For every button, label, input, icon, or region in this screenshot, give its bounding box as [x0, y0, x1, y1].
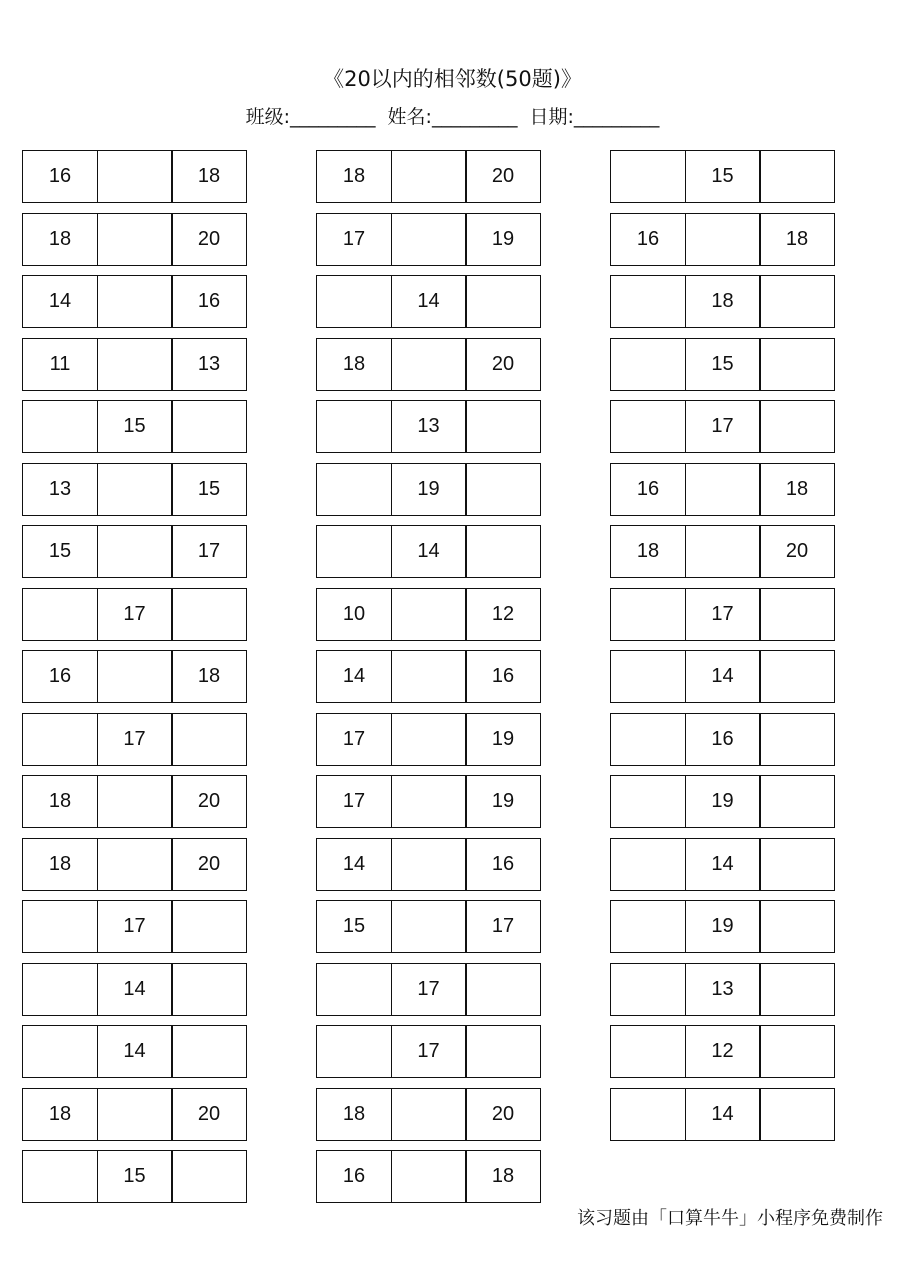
- answer-box[interactable]: [171, 713, 247, 766]
- answer-box[interactable]: [171, 400, 247, 453]
- given-number-box: 17: [391, 1025, 467, 1078]
- problem-row: [22, 463, 250, 516]
- answer-box[interactable]: [759, 900, 835, 953]
- given-number-box: 20: [171, 838, 247, 891]
- given-number-box: 18: [171, 650, 247, 703]
- given-number-box: 19: [465, 775, 541, 828]
- given-number-box: 19: [685, 900, 761, 953]
- given-number-box: 15: [171, 463, 247, 516]
- problem-row: [22, 588, 250, 641]
- problem-row: [22, 713, 250, 766]
- given-number-box: 18: [316, 338, 392, 391]
- answer-box[interactable]: [97, 838, 173, 891]
- problem-row: [316, 463, 544, 516]
- answer-box[interactable]: [759, 1025, 835, 1078]
- problem-row: [22, 1150, 250, 1203]
- given-number-box: 14: [391, 525, 467, 578]
- answer-box[interactable]: [759, 400, 835, 453]
- given-number-box: 10: [316, 588, 392, 641]
- answer-box[interactable]: [97, 338, 173, 391]
- problem-row: [610, 338, 838, 391]
- name-label: 姓名:: [387, 106, 432, 128]
- given-number-box: 15: [685, 150, 761, 203]
- name-blank[interactable]: _________: [431, 106, 518, 128]
- problem-row: [316, 275, 544, 328]
- given-number-box: 18: [22, 1088, 98, 1141]
- problem-row: [22, 650, 250, 703]
- problem-row: [610, 400, 838, 453]
- given-number-box: 20: [171, 213, 247, 266]
- answer-box[interactable]: [316, 275, 392, 328]
- given-number-box: 14: [97, 1025, 173, 1078]
- answer-box[interactable]: [171, 588, 247, 641]
- problem-row: [22, 525, 250, 578]
- given-number-box: 14: [685, 1088, 761, 1141]
- answer-box[interactable]: [97, 650, 173, 703]
- answer-box[interactable]: [391, 713, 467, 766]
- given-number-box: 12: [465, 588, 541, 641]
- answer-box[interactable]: [391, 1088, 467, 1141]
- class-label: 班级:: [245, 106, 291, 128]
- given-number-box: 16: [465, 838, 541, 891]
- given-number-box: 20: [465, 1088, 541, 1141]
- problem-row: [316, 713, 544, 766]
- answer-box[interactable]: [610, 900, 686, 953]
- answer-box[interactable]: [685, 213, 761, 266]
- answer-box[interactable]: [391, 588, 467, 641]
- answer-box[interactable]: [610, 588, 686, 641]
- answer-box[interactable]: [22, 1150, 98, 1203]
- answer-box[interactable]: [97, 775, 173, 828]
- given-number-box: 16: [22, 150, 98, 203]
- date-blank[interactable]: _________: [573, 106, 660, 128]
- given-number-box: 17: [97, 900, 173, 953]
- given-number-box: 20: [759, 525, 835, 578]
- answer-box[interactable]: [22, 1025, 98, 1078]
- given-number-box: 12: [685, 1025, 761, 1078]
- given-number-box: 16: [465, 650, 541, 703]
- given-number-box: 20: [171, 1088, 247, 1141]
- given-number-box: 16: [316, 1150, 392, 1203]
- given-number-box: 17: [171, 525, 247, 578]
- given-number-box: 16: [610, 213, 686, 266]
- answer-box[interactable]: [610, 1025, 686, 1078]
- answer-box[interactable]: [759, 275, 835, 328]
- answer-box[interactable]: [759, 1088, 835, 1141]
- given-number-box: 17: [685, 400, 761, 453]
- problem-row: [316, 338, 544, 391]
- worksheet-title: 《20以内的相邻数(50题)》: [323, 67, 582, 91]
- problem-row: [610, 775, 838, 828]
- problem-row: [22, 1088, 250, 1141]
- given-number-box: 15: [685, 338, 761, 391]
- problem-row: [22, 838, 250, 891]
- footer-credit: 该习题由「口算牛牛」小程序免费制作: [577, 1208, 883, 1229]
- given-number-box: 18: [685, 275, 761, 328]
- answer-box[interactable]: [610, 400, 686, 453]
- answer-box[interactable]: [391, 650, 467, 703]
- given-number-box: 13: [171, 338, 247, 391]
- answer-box[interactable]: [465, 400, 541, 453]
- answer-box[interactable]: [22, 588, 98, 641]
- problem-row: [316, 900, 544, 953]
- answer-box[interactable]: [759, 150, 835, 203]
- answer-box[interactable]: [610, 838, 686, 891]
- problem-row: [22, 338, 250, 391]
- given-number-box: 13: [685, 963, 761, 1016]
- problem-row: [316, 150, 544, 203]
- problem-row: [22, 150, 250, 203]
- given-number-box: 18: [465, 1150, 541, 1203]
- given-number-box: 20: [171, 775, 247, 828]
- answer-box[interactable]: [391, 838, 467, 891]
- answer-box[interactable]: [759, 838, 835, 891]
- problem-row: [316, 588, 544, 641]
- answer-box[interactable]: [759, 963, 835, 1016]
- answer-box[interactable]: [97, 150, 173, 203]
- problem-row: [610, 150, 838, 203]
- answer-box[interactable]: [759, 775, 835, 828]
- problem-row: [316, 775, 544, 828]
- date-label: 日期:: [529, 106, 574, 128]
- answer-box[interactable]: [759, 650, 835, 703]
- given-number-box: 18: [316, 1088, 392, 1141]
- answer-box[interactable]: [610, 338, 686, 391]
- given-number-box: 17: [316, 713, 392, 766]
- given-number-box: 18: [22, 775, 98, 828]
- answer-box[interactable]: [465, 1025, 541, 1078]
- problem-row: [610, 213, 838, 266]
- answer-box[interactable]: [610, 650, 686, 703]
- given-number-box: 14: [22, 275, 98, 328]
- given-number-box: 19: [465, 713, 541, 766]
- given-number-box: 16: [22, 650, 98, 703]
- answer-box[interactable]: [391, 150, 467, 203]
- problem-row: [316, 963, 544, 1016]
- answer-box[interactable]: [97, 213, 173, 266]
- problem-row: [316, 1150, 544, 1203]
- answer-box[interactable]: [610, 963, 686, 1016]
- given-number-box: 17: [316, 775, 392, 828]
- answer-box[interactable]: [97, 275, 173, 328]
- answer-box[interactable]: [316, 463, 392, 516]
- problem-row: [22, 900, 250, 953]
- answer-box[interactable]: [316, 963, 392, 1016]
- answer-box[interactable]: [391, 775, 467, 828]
- answer-box[interactable]: [610, 713, 686, 766]
- answer-box[interactable]: [610, 150, 686, 203]
- answer-box[interactable]: [465, 525, 541, 578]
- given-number-box: 16: [610, 463, 686, 516]
- problem-row: [316, 525, 544, 578]
- given-number-box: 18: [610, 525, 686, 578]
- given-number-box: 14: [685, 650, 761, 703]
- problem-row: [22, 1025, 250, 1078]
- given-number-box: 13: [391, 400, 467, 453]
- given-number-box: 17: [465, 900, 541, 953]
- problem-row: [316, 1088, 544, 1141]
- given-number-box: 14: [316, 838, 392, 891]
- answer-box[interactable]: [171, 1025, 247, 1078]
- problem-row: [316, 213, 544, 266]
- answer-box[interactable]: [171, 900, 247, 953]
- problem-row: [22, 775, 250, 828]
- answer-box[interactable]: [685, 463, 761, 516]
- answer-box[interactable]: [22, 963, 98, 1016]
- given-number-box: 16: [685, 713, 761, 766]
- answer-box[interactable]: [465, 963, 541, 1016]
- answer-box[interactable]: [97, 525, 173, 578]
- answer-box[interactable]: [391, 338, 467, 391]
- given-number-box: 15: [97, 1150, 173, 1203]
- problem-row: [22, 400, 250, 453]
- problem-row: [22, 963, 250, 1016]
- given-number-box: 18: [759, 463, 835, 516]
- answer-box[interactable]: [316, 400, 392, 453]
- problem-row: [610, 525, 838, 578]
- answer-box[interactable]: [465, 275, 541, 328]
- given-number-box: 13: [22, 463, 98, 516]
- given-number-box: 11: [22, 338, 98, 391]
- problem-row: [610, 463, 838, 516]
- answer-box[interactable]: [759, 588, 835, 641]
- problem-row: [316, 400, 544, 453]
- given-number-box: 19: [685, 775, 761, 828]
- answer-box[interactable]: [759, 713, 835, 766]
- answer-box[interactable]: [685, 525, 761, 578]
- problem-row: [610, 588, 838, 641]
- problem-row: [610, 275, 838, 328]
- given-number-box: 17: [97, 588, 173, 641]
- given-number-box: 18: [22, 838, 98, 891]
- given-number-box: 17: [391, 963, 467, 1016]
- problem-row: [610, 963, 838, 1016]
- answer-box[interactable]: [316, 1025, 392, 1078]
- answer-box[interactable]: [391, 1150, 467, 1203]
- given-number-box: 17: [97, 713, 173, 766]
- problem-row: [610, 1025, 838, 1078]
- given-number-box: 19: [391, 463, 467, 516]
- student-info-line: [0, 102, 905, 132]
- answer-box[interactable]: [22, 400, 98, 453]
- problem-row: [22, 213, 250, 266]
- answer-box[interactable]: [610, 775, 686, 828]
- problem-row: [316, 1025, 544, 1078]
- given-number-box: 20: [465, 150, 541, 203]
- answer-box[interactable]: [22, 900, 98, 953]
- problem-row: [22, 275, 250, 328]
- answer-box[interactable]: [391, 900, 467, 953]
- answer-box[interactable]: [610, 275, 686, 328]
- problem-row: [610, 713, 838, 766]
- given-number-box: 20: [465, 338, 541, 391]
- given-number-box: 15: [316, 900, 392, 953]
- problem-row: [610, 650, 838, 703]
- answer-box[interactable]: [171, 1150, 247, 1203]
- problem-row: [316, 650, 544, 703]
- given-number-box: 18: [171, 150, 247, 203]
- answer-box[interactable]: [171, 963, 247, 1016]
- given-number-box: 17: [685, 588, 761, 641]
- answer-box[interactable]: [22, 713, 98, 766]
- given-number-box: 15: [97, 400, 173, 453]
- answer-box[interactable]: [316, 525, 392, 578]
- answer-box[interactable]: [465, 463, 541, 516]
- problem-row: [610, 900, 838, 953]
- answer-box[interactable]: [97, 463, 173, 516]
- given-number-box: 14: [391, 275, 467, 328]
- problem-row: [610, 1088, 838, 1141]
- given-number-box: 16: [171, 275, 247, 328]
- answer-box[interactable]: [759, 338, 835, 391]
- given-number-box: 15: [22, 525, 98, 578]
- given-number-box: 19: [465, 213, 541, 266]
- answer-box[interactable]: [97, 1088, 173, 1141]
- problem-row: [610, 838, 838, 891]
- answer-box[interactable]: [391, 213, 467, 266]
- class-blank[interactable]: _________: [290, 106, 376, 128]
- given-number-box: 14: [685, 838, 761, 891]
- given-number-box: 18: [759, 213, 835, 266]
- problem-row: [316, 838, 544, 891]
- given-number-box: 18: [22, 213, 98, 266]
- given-number-box: 18: [316, 150, 392, 203]
- answer-box[interactable]: [610, 1088, 686, 1141]
- given-number-box: 14: [316, 650, 392, 703]
- given-number-box: 14: [97, 963, 173, 1016]
- given-number-box: 17: [316, 213, 392, 266]
